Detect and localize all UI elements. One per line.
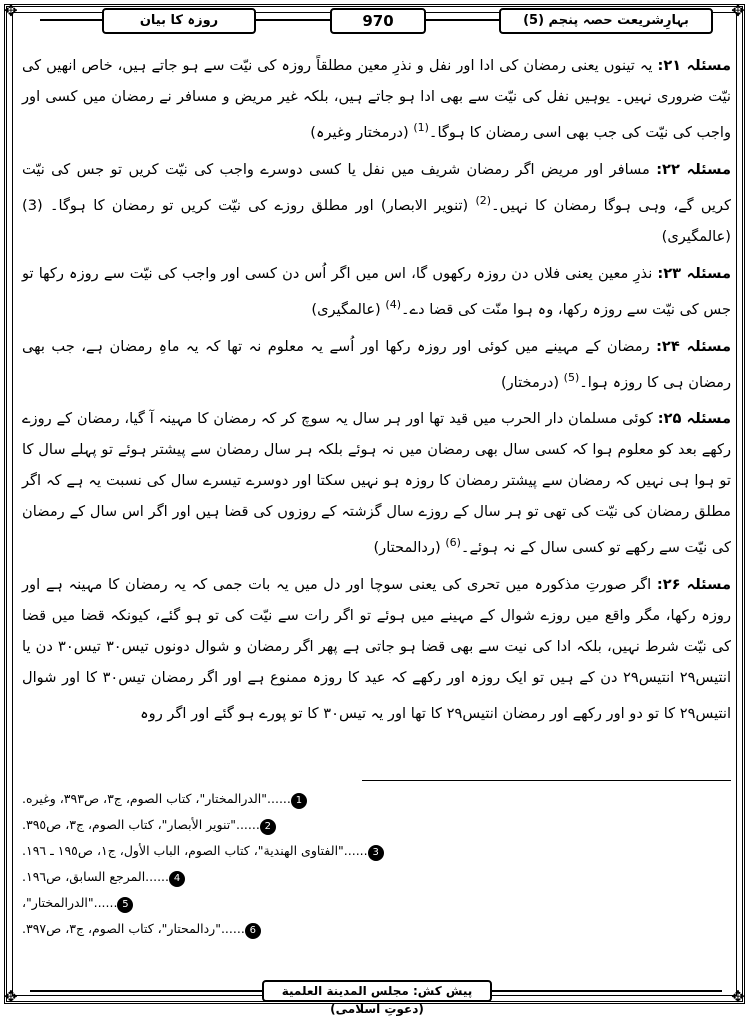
citation: (درمختار وغیرہ) [310, 123, 414, 141]
header-rule [40, 19, 102, 21]
corner-ornament-icon: ✥ [731, 1, 745, 20]
footnote-text: ......المرجع السابق، ص١٩٦. [22, 869, 170, 884]
header-rule [252, 19, 330, 21]
footnote [22, 918, 731, 940]
footnote [22, 814, 731, 836]
footnote-ref[interactable]: (6) [445, 536, 461, 550]
masala-label: مسئلہ ۲۳: [657, 264, 732, 282]
corner-ornament-icon: ✥ [731, 987, 745, 1006]
masala-text: یہ تینوں یعنی رمضان کی ادا اور نفل و نذرِ معین مطلقاً روزہ کی نیّت سے ہو جاتے ہیں، خاص انھیں کی نیّت ضروری نہیں۔ یوہیں نفل کی نیّت سے بھی ادا ہو جاتے ہیں، بلکہ غیر مریض و مسافر نے رمضان میں کسی اور واجب کی نیّت کی جب بھی اسی رمضان کا ہوگا۔ [22, 57, 731, 141]
footnote-number: 1 [291, 793, 307, 809]
footnote-text: ......"تنوير الأبصار"، كتاب الصوم، ج٣، ص٣٩٥. [22, 817, 260, 832]
page-footer [0, 980, 753, 1016]
masala-label: مسئلہ ۲۵: [657, 410, 731, 428]
masala-text: اگر صورتِ مذکورہ میں تحری کی یعنی سوچا اور دل میں یہ بات جمی کہ یہ رمضان کا مہینہ ہے اور روزہ رکھا، مگر واقع میں روزے شوال کے مہینے میں ہوئے تو اگر رات سے نیّت کی تو ہو گئے، کیونکہ قضا میں قضا کی نیّت شرط نہیں، بلکہ ادا کی نیت سے بھی قضا ہو جاتی ہے پھر اگر رمضان و شوال دونوں تیس۳۰ تیس۳۰ دن یا انتیس۲۹ انتیس۲۹ دن کے ہیں تو ایک روزہ اور رکھے کہ عید کا روزہ ممنوع ہے اور اگر رمضان تیس۳۰ کا اور شوال انتیس۲۹ کا تو دو اور رکھے اور رمضان انتیس۲۹ کا تھا اور یہ تیس۳۰ کا تو پورے ہو گئے اور اگر روہ [22, 576, 731, 723]
masala-paragraph [22, 403, 731, 563]
footnote-ref[interactable]: (2) [475, 193, 492, 207]
citation: (درمختار) [500, 373, 564, 391]
masala-label: مسئلہ ۲۱: [657, 57, 731, 74]
masala-label: مسئلہ ۲۴: [656, 337, 731, 355]
masala-label: مسئلہ ۲۲: [656, 160, 731, 178]
citation: (عالمگیری) [311, 300, 386, 318]
footer-rule [30, 990, 262, 992]
page-header [40, 6, 713, 32]
chapter-title: روزہ کا بیان [102, 8, 256, 34]
masala-label: مسئلہ ۲۶: [656, 576, 731, 594]
footnote-ref[interactable]: (4) [385, 297, 401, 311]
masala-paragraph [22, 258, 731, 325]
footnote-ref[interactable]: (5) [563, 370, 580, 384]
masala-paragraph [22, 569, 731, 729]
footnote-number: 5 [117, 897, 133, 913]
publisher-credit: پیش کش: مجلس المدينة العلمية (دعوتِ اسلامی) [262, 980, 492, 1002]
masala-text: کوئی مسلمان دار الحرب میں قید تھا اور ہر سال یہ سوچ کر کہ رمضان کا مہینہ آ گیا، رمضان کے روزے رکھے بعد کو معلوم ہوا کہ کسی سال بھی رمضان میں نہ ہوئے بلکہ ہر سال رمضان سے پیشتر ہوئے تو پہلے سال کا تو ہوا ہی نہیں کہ رمضان سے پیشتر رمضان کا روزہ ہو نہیں سکتا اور دوسرے تیسرے سال کی نسبت یہ ہے کہ اگر مطلق رمضان کی نیّت کی تھی تو ہر سال کے روزے سال گزشتہ کے روزوں کی قضا ہیں اور اگر اس سال کے رمضان کی نیّت سے رکھے تو کسی سال کے نہ ہوئے۔ [22, 410, 731, 557]
corner-ornament-icon: ✥ [4, 1, 18, 20]
masala-paragraph [22, 331, 731, 398]
footnote-rule [362, 780, 731, 781]
footnote [22, 866, 731, 888]
masala-paragraph [22, 154, 731, 252]
footnote-text: ......"الفتاوى الهندية"، كتاب الصوم، الباب الأول، ج١، ص١٩٥ ـ ١٩٦. [22, 843, 368, 858]
masala-text: مسافر اور مریض اگر رمضان شریف میں نفل یا کسی دوسرے واجب کی نیّت کریں تو جس کی نیّت کریں گے، وہی ہوگا رمضان کا نہیں۔ [22, 160, 731, 214]
header-rule [422, 19, 503, 21]
footer-rule [492, 990, 722, 992]
footnote-text: ......"الدرالمختار"، [22, 895, 118, 910]
footnote [22, 788, 731, 810]
footnote-number: 4 [169, 871, 185, 887]
footnote [22, 840, 731, 862]
footnote [22, 892, 731, 914]
page-number: 970 [330, 8, 426, 34]
citation: (ردالمحتار) [373, 539, 446, 557]
masala-paragraph [22, 50, 731, 148]
main-text [22, 50, 731, 735]
masala-text: نذرِ معین یعنی فلاں دن روزہ رکھوں گا، اس میں اگر اُس دن کسی اور واجب کی نیّت سے روزہ رکھا تو جس کی نیّت سے روزہ رکھا، وہ ہوا منّت کی قضا دے۔ [22, 264, 731, 318]
footnote-text: ......"ردالمحتار"، كتاب الصوم، ج٣، ص٣٩٧. [22, 921, 245, 936]
footnote-ref[interactable]: (1) [413, 121, 429, 134]
masala-text: رمضان کے مہینے میں کوئی اور روزہ رکھا اور اُسے یہ معلوم نہ تھا کہ یہ ماہِ رمضان ہے، جب بھی رمضان ہی کا روزہ ہوا۔ [22, 337, 731, 391]
footnote-number: 3 [368, 845, 384, 861]
footnote-number: 6 [245, 923, 261, 939]
corner-ornament-icon: ✥ [4, 987, 18, 1006]
footnote-number: 2 [260, 819, 276, 835]
footnote-text: ......"الدرالمختار"، كتاب الصوم، ج٣، ص٣٩٣، وغيره. [22, 791, 291, 806]
citation: (تنویر الابصار) اور مطلق روزے کی نیّت کریں تو رمضان کا ہوگا۔ (3) (عالمگیری) [22, 196, 731, 245]
book-title: بہارِشریعت حصہ پنجم (5) [499, 8, 713, 34]
